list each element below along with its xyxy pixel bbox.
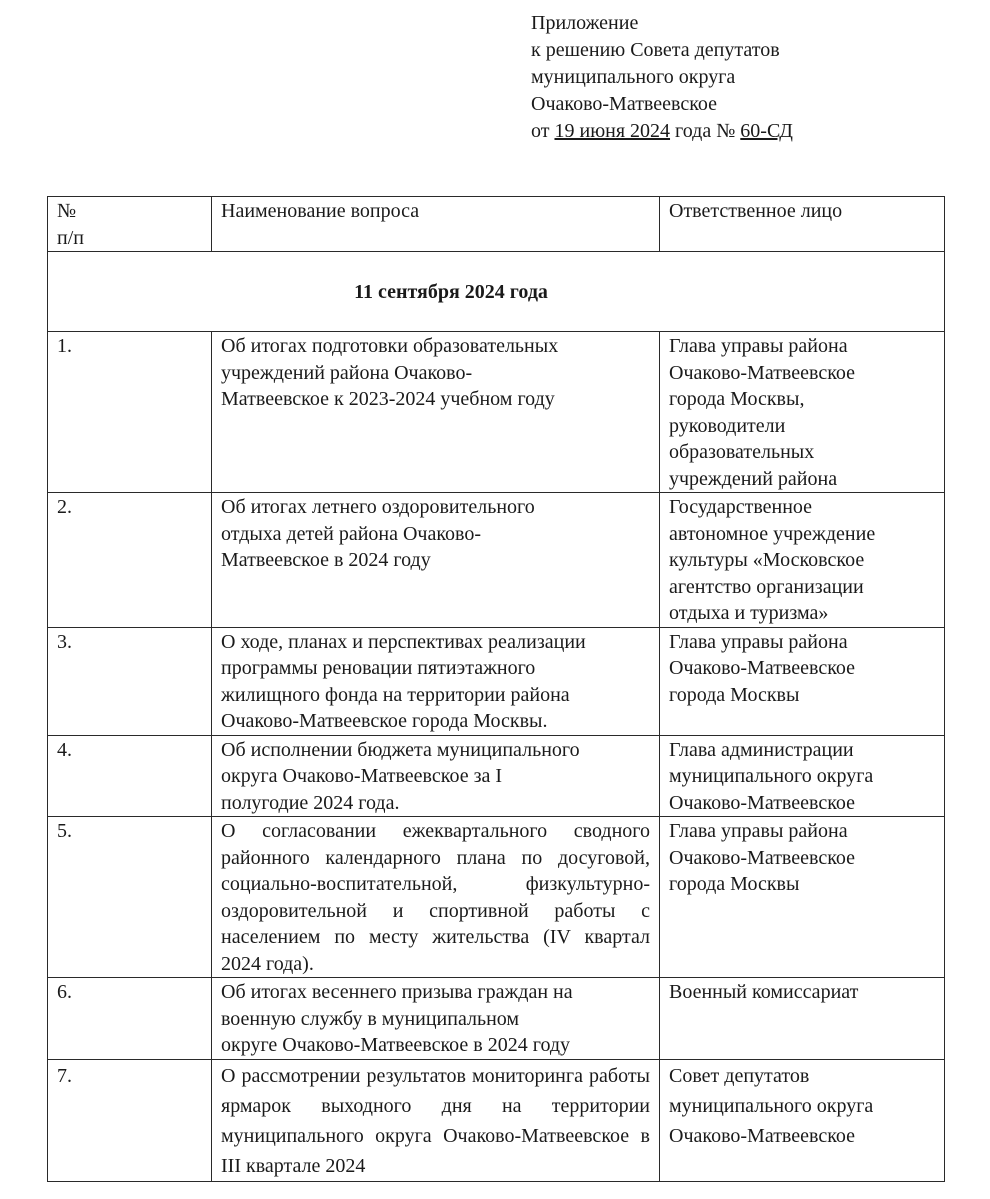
row-question: О рассмотрении результатов мониторинга работы ярмарок выходного дня на территории муниципального округа Очаково-Матвеевское в III квартале 2024 — [212, 1059, 660, 1181]
responsible-line: города Москвы — [669, 873, 800, 895]
question-line: Очаково-Матвеевское города Москвы. — [221, 710, 548, 732]
responsible-line: Государственное — [669, 496, 813, 518]
agenda-table — [47, 196, 945, 1182]
row-question — [212, 735, 660, 817]
table-row — [48, 817, 945, 978]
header-line-5 — [531, 118, 793, 145]
question-line: учреждений района Очаково- — [221, 361, 473, 384]
responsible-line: автономное учреждение — [669, 522, 876, 545]
responsible-line: города Москвы — [669, 683, 800, 706]
header-line-4: Очаково-Матвеевское — [531, 93, 718, 115]
row-responsible — [660, 332, 945, 493]
row-question — [212, 332, 660, 493]
responsible-line: Очаково-Матвеевское — [669, 791, 856, 814]
responsible-line: Глава управы района — [669, 335, 848, 357]
decision-date: 19 июня 2024 — [554, 120, 671, 142]
row-number: 5. — [48, 817, 212, 978]
row-number: 1. — [48, 332, 212, 493]
row-number: 3. — [48, 627, 212, 735]
header-num-line1: № — [57, 200, 77, 222]
responsible-line: агентство организации — [669, 575, 864, 598]
responsible-line: культуры «Московское — [669, 549, 865, 571]
responsible-line: Совет депутатов — [669, 1064, 810, 1087]
table-header-row — [48, 197, 945, 252]
question-line: Матвеевское в 2024 году — [221, 549, 431, 571]
question-line: Об итогах подготовки образовательных — [221, 335, 559, 357]
row-responsible — [660, 1059, 945, 1181]
row-number: 2. — [48, 493, 212, 628]
table-row — [48, 627, 945, 735]
question-line: полугодие 2024 года. — [221, 791, 400, 814]
header-date-prefix: от — [531, 120, 555, 142]
question-line: Об итогах весеннего призыва граждан на — [221, 981, 573, 1003]
table-row — [48, 493, 945, 628]
responsible-line: муниципального округа — [669, 765, 874, 787]
row-number: 6. — [48, 978, 212, 1060]
header-num-cell — [48, 197, 212, 252]
responsible-line: Очаково-Матвеевское — [669, 361, 856, 384]
question-line: Об исполнении бюджета муниципального — [221, 738, 580, 761]
row-responsible — [660, 817, 945, 978]
responsible-line: Глава управы района — [669, 820, 848, 842]
question-line: отдыха детей района Очаково- — [221, 522, 482, 545]
table-row — [48, 978, 945, 1060]
row-responsible — [660, 493, 945, 628]
responsible-line: Очаково-Матвеевское — [669, 846, 856, 869]
row-number: 4. — [48, 735, 212, 817]
table-row — [48, 735, 945, 817]
section-date: 11 сентября 2024 года — [48, 252, 945, 332]
header-line-1: Приложение — [531, 12, 639, 34]
responsible-line: Очаково-Матвеевское — [669, 657, 856, 679]
question-line: Матвеевское к 2023-2024 учебном году — [221, 388, 555, 410]
row-responsible — [660, 627, 945, 735]
row-question — [212, 627, 660, 735]
section-date-row — [48, 252, 945, 332]
responsible-line: отдыха и туризма» — [669, 602, 829, 624]
responsible-line: Глава управы района — [669, 630, 848, 653]
question-line: программы реновации пятиэтажного — [221, 657, 536, 679]
table-row — [48, 1059, 945, 1181]
question-line: жилищного фонда на территории района — [221, 683, 570, 706]
question-line: округа Очаково-Матвеевское за I — [221, 765, 503, 787]
decision-number: 60-СД — [740, 120, 793, 142]
row-number: 7. — [48, 1059, 212, 1181]
row-question — [212, 978, 660, 1060]
header-question-cell: Наименование вопроса — [212, 197, 660, 252]
header-line-2: к решению Совета депутатов — [531, 39, 780, 61]
header-date-mid: года № — [670, 120, 741, 142]
responsible-line: Военный комиссариат — [669, 981, 859, 1003]
responsible-line: Глава администрации — [669, 738, 854, 761]
responsible-line: учреждений района — [669, 467, 838, 490]
responsible-line: Очаково-Матвеевское — [669, 1124, 856, 1147]
header-num-line2: п/п — [57, 226, 84, 249]
responsible-line: города Москвы, — [669, 388, 805, 410]
question-line: военную службу в муниципальном — [221, 1007, 520, 1030]
row-question: О согласовании ежеквартального сводного районного календарного плана по досуговой, социально-воспитательной, физкультурно-оздоровительной и спортивной работы с населением по месту жительства (IV квартал 2024 года). — [212, 817, 660, 978]
question-line: О ходе, планах и перспективах реализации — [221, 630, 586, 653]
question-line: округе Очаково-Матвеевское в 2024 году — [221, 1034, 571, 1056]
responsible-line: образовательных — [669, 441, 815, 463]
row-question — [212, 493, 660, 628]
question-line: Об итогах летнего оздоровительного — [221, 496, 535, 518]
responsible-line: муниципального округа — [669, 1094, 874, 1117]
header-responsible-cell: Ответственное лицо — [660, 197, 945, 252]
row-responsible — [660, 978, 945, 1060]
document-header — [531, 10, 793, 145]
header-line-3: муниципального округа — [531, 66, 736, 88]
responsible-line: руководители — [669, 414, 786, 437]
row-responsible — [660, 735, 945, 817]
table-row — [48, 332, 945, 493]
